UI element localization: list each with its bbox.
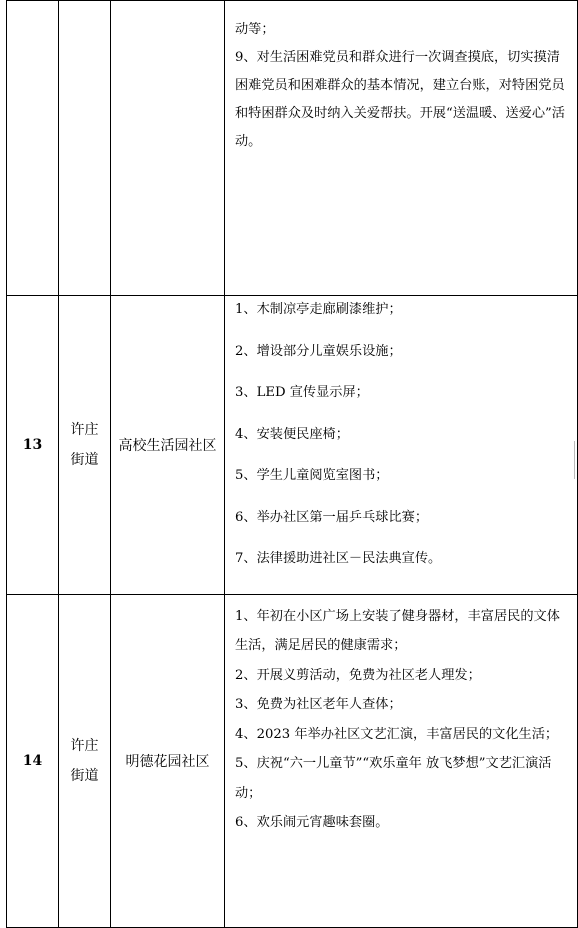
list-item: 4、安装便民座椅； [235, 426, 349, 442]
list-item: 动等； [235, 22, 275, 37]
list-item: 2、增设部分儿童娱乐设施； [235, 343, 402, 359]
row-number-cell [7, 1, 59, 296]
activity-list [225, 594, 578, 927]
list-item: 6、欢乐闹元宵趣味套圈。 [235, 815, 389, 830]
list-item: 3、LED 宣传显示屏； [235, 385, 369, 400]
street-cell [59, 296, 111, 595]
community-activities-table [6, 0, 578, 928]
activity-list [225, 296, 578, 595]
community-cell: 高校生活园社区 [111, 296, 225, 595]
street-line: 街道 [70, 767, 99, 784]
list-item: 3、免费为社区老年人查体； [235, 697, 402, 712]
list-item: 5、学生儿童阅览室图书； [235, 468, 389, 483]
list-item: 1、年初在小区广场上安装了健身器材，丰富居民的文体生活，满足居民的健康需求； [235, 608, 560, 653]
street-cell [59, 594, 111, 927]
list-item: 9、对生活困难党员和群众进行一次调查摸底，切实摸清困难党员和困难群众的基本情况，建立台账，对特困党员和特困群众及时纳入关爱帮扶。开展“送温暖、送爱心”活动。 [235, 50, 565, 149]
street-line: 许庄 [70, 421, 99, 438]
street-cell [59, 1, 111, 296]
activity-list [225, 1, 578, 296]
row-number-cell: 13 [7, 296, 59, 595]
list-item: 6、举办社区第一届乒乓球比赛； [235, 509, 429, 525]
street-line: 许庄 [70, 737, 99, 754]
list-item: 5、庆祝“六一儿童节”“欢乐童年 放飞梦想”文艺汇演活动； [235, 756, 552, 801]
list-item: 1、木制凉亭走廊刷漆维护； [235, 302, 402, 317]
table-row [7, 1, 578, 296]
list-item: 7、法律援助进社区－民法典宣传。 [235, 551, 442, 566]
community-cell: 明德花园社区 [111, 594, 225, 927]
table-row [7, 594, 578, 927]
list-item: 4、2023 年举办社区文艺汇演，丰富居民的文化生活； [235, 726, 559, 742]
list-item: 2、开展义剪活动，免费为社区老人理发； [235, 667, 481, 683]
community-cell [111, 1, 225, 296]
divider [574, 441, 575, 479]
street-line: 街道 [70, 451, 99, 468]
row-number-cell: 14 [7, 594, 59, 927]
table-row [7, 296, 578, 595]
